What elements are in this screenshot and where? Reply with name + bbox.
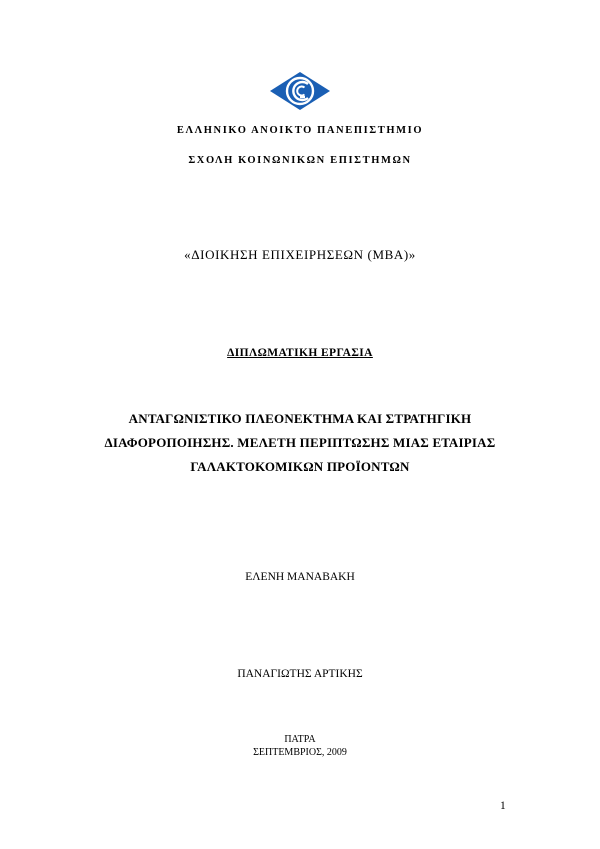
supervisor-name: ΠΑΝΑΓΙΩΤΗΣ ΑΡΤΙΚΗΣ (237, 668, 363, 680)
thesis-title (60, 407, 540, 479)
thesis-title-line: ΑΝΤΑΓΩΝΙΣΤΙΚΟ ΠΛΕΟΝΕΚΤΗΜΑ ΚΑΙ ΣΤΡΑΤΗΓΙΚΗ (128, 411, 472, 426)
thesis-title-line: ΔΙΑΦΟΡΟΠΟΙΗΣΗΣ. ΜΕΛΕΤΗ ΠΕΡΙΠΤΩΣΗΣ ΜΙΑΣ ΕΤΑΙΡΙΑΣ (104, 435, 496, 450)
page-number: 1 (500, 800, 506, 812)
university-name: ΕΛΛΗΝΙΚΟ ΑΝΟΙΚΤΟ ΠΑΝΕΠΙΣΤΗΜΙΟ (176, 125, 424, 136)
date: ΣΕΠΤΕΜΒΡΙΟΣ, 2009 (253, 747, 347, 758)
city: ΠΑΤΡΑ (284, 734, 316, 745)
thesis-type: ΔΙΠΛΩΜΑΤΙΚΗ ΕΡΓΑΣΙΑ (227, 347, 373, 359)
program-name: «ΔΙΟΙΚΗΣΗ ΕΠΙΧΕΙΡΗΣΕΩΝ (ΜΒΑ)» (184, 247, 416, 262)
thesis-title-line: ΓΑΛΑΚΤΟΚΟΜΙΚΩΝ ΠΡΟΪΟΝΤΩΝ (190, 459, 410, 474)
school-name: ΣΧΟΛΗ ΚΟΙΝΩΝΙΚΩΝ ΕΠΙΣΤΗΜΩΝ (188, 155, 412, 166)
university-emblem-icon (269, 71, 331, 111)
author-name: ΕΛΕΝΗ ΜΑΝΑΒΑΚΗ (245, 571, 355, 583)
